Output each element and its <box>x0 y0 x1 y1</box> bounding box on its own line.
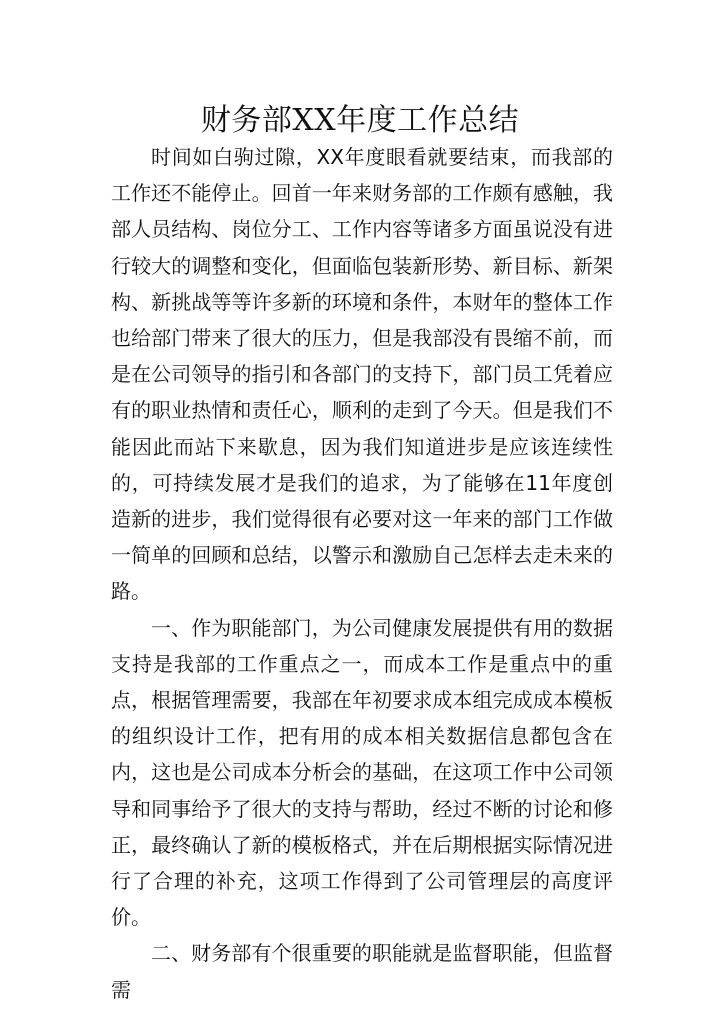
paragraph-introduction: 时间如白驹过隙，XX年度眼看就要结束，而我部的工作还不能停止。回首一年来财务部的工作颇有感触，我部人员结构、岗位分工、工作内容等诸多方面虽说没有进行较大的调整和变化，但面临包装新形势、新目标、新架构、新挑战等等许多新的环境和条件，本财年的整体工作也给部门带来了很大的压力，但是我部没有畏缩不前，而是在公司领导的指引和各部门的支持下，部门员工凭着应有的职业热情和责任心，顺利的走到了今天。但是我们不能因此而站下来歇息，因为我们知道进步是应该连续性的，可持续发展才是我们的追求，为了能够在11年度创造新的进步，我们觉得很有必要对这一年来的部门工作做一简单的回顾和总结，以警示和激励自己怎样去走未来的路。 <box>111 145 613 604</box>
paragraph-section-two: 二、财务部有个很重要的职能就是监督职能，但监督需 <box>111 941 613 1002</box>
document-title: 财务部XX年度工作总结 <box>200 103 520 139</box>
document-body <box>111 139 613 1008</box>
paragraph-section-one: 一、作为职能部门，为公司健康发展提供有用的数据支持是我部的工作重点之一，而成本工作是重点中的重点，根据管理需要，我部在年初要求成本组完成成本模板的组织设计工作，把有用的成本相关数据信息都包含在内，这也是公司成本分析会的基础，在这项工作中公司领导和同事给予了很大的支持与帮助，经过不断的讨论和修正，最终确认了新的模板格式，并在后期根据实际情况进行了合理的补充，这项工作得到了公司管理层的高度评价。 <box>111 615 613 930</box>
